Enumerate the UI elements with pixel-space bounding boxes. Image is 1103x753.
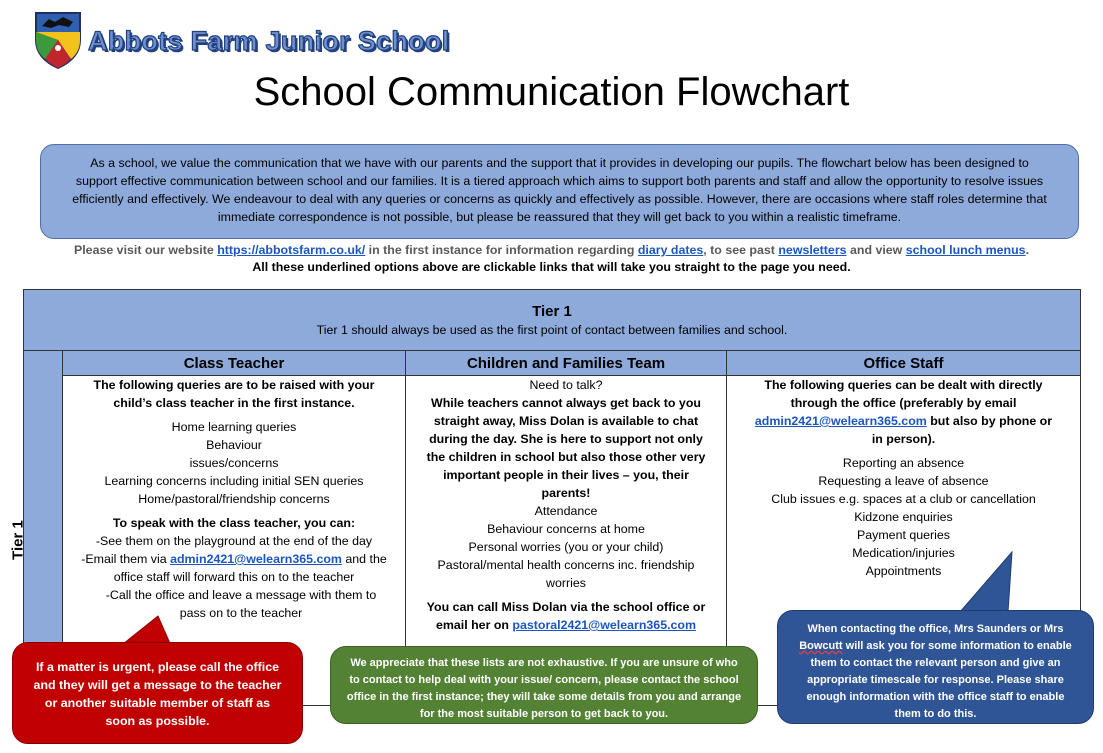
list-item: Home/pastoral/friendship concerns bbox=[138, 492, 330, 506]
intro-panel bbox=[40, 144, 1079, 239]
visit-text: , to see past bbox=[703, 243, 779, 257]
need-to-talk: Need to talk? bbox=[529, 378, 603, 392]
intro-text: As a school, we value the communication that we have with our parents and the support that it provides in developing our pupils. The flowchart below has been designed to support effective communication between school and our families. It is a tiered approach which aims to support both parents and staff and allow the opportunity to resolve issues efficiently and effectively. We endeavour to deal with any queries or concerns as quickly and effectively as possible. However, there are occasions where staff roles determine that immediate correspondence is not possible, but please be reassured that they will get back to you within a realistic timeframe. bbox=[72, 156, 1047, 224]
class-teacher-heading: Class Teacher bbox=[63, 351, 405, 376]
newsletters-link[interactable]: newsletters bbox=[778, 243, 847, 257]
list-item: Club issues e.g. spaces at a club or cancellation bbox=[771, 492, 1036, 506]
list-item: Medication/injuries bbox=[852, 546, 955, 560]
admin-email-link[interactable]: admin2421@welearn365.com bbox=[170, 552, 342, 566]
list-item: Personal worries (you or your child) bbox=[468, 540, 664, 554]
diary-dates-link[interactable]: diary dates bbox=[637, 243, 704, 257]
list-item: Requesting a leave of absence bbox=[818, 474, 989, 488]
not-exhaustive-callout: We appreciate that these lists are not exhaustive. If you are unsure of who to contact to help deal with your issue/ concern, please contact the school office in the first instance; they will take some details from you and arrange for the most suitable person to get back to you. bbox=[330, 646, 758, 724]
families-team-intro: While teachers cannot always get back to you straight away, Miss Dolan is available to chat during the day. She is here to support not only the children in school but also those other very important people in their lives – you, their parents! bbox=[426, 396, 706, 500]
list-item: Kidzone enquiries bbox=[854, 510, 953, 524]
list-item: Behaviour concerns at home bbox=[487, 522, 645, 536]
families-team-heading: Children and Families Team bbox=[406, 351, 726, 376]
office-email-link[interactable]: admin2421@welearn365.com bbox=[754, 414, 927, 428]
visit-text: and view bbox=[846, 243, 906, 257]
speak-text: -Email them via bbox=[81, 552, 171, 566]
lunch-menus-link[interactable]: school lunch menus bbox=[905, 243, 1026, 257]
page-title: School Communication Flowchart bbox=[253, 70, 850, 114]
speak-option bbox=[63, 550, 405, 586]
visit-text: in the first instance for information regarding bbox=[365, 243, 638, 257]
list-item: Learning concerns including initial SEN queries bbox=[104, 474, 364, 488]
office-intro bbox=[727, 376, 1080, 448]
tier-side-label: Tier 1 bbox=[9, 520, 27, 560]
school-name: Abbots Farm Junior School bbox=[88, 26, 450, 56]
callout-text: When contacting the office, Mrs Saunders or Mrs bbox=[807, 623, 1064, 635]
website-link[interactable]: https://abbotsfarm.co.uk/ bbox=[217, 243, 366, 257]
website-info-line bbox=[0, 241, 1103, 259]
list-item: issues/concerns bbox=[189, 456, 279, 470]
speak-option: -Call the office and leave a message with them to pass on to the teacher bbox=[105, 588, 377, 620]
visit-text: . bbox=[1025, 243, 1030, 257]
office-staff-heading: Office Staff bbox=[727, 351, 1080, 376]
list-item: Appointments bbox=[865, 564, 942, 578]
list-item: Attendance bbox=[534, 504, 598, 518]
callout-name: Bowcutt bbox=[799, 640, 843, 652]
links-note: All these underlined options above are clickable links that will take you straight to the page you need. bbox=[252, 260, 851, 274]
list-item: Behaviour bbox=[206, 438, 262, 452]
office-contact-callout bbox=[777, 610, 1094, 724]
list-item: Payment queries bbox=[857, 528, 950, 542]
urgent-callout: If a matter is urgent, please call the office and they will get a message to the teacher or another suitable member of staff as soon as possible. bbox=[12, 642, 303, 744]
tier-header bbox=[23, 289, 1081, 351]
speak-text: and the office staff will forward this on to the teacher bbox=[113, 552, 387, 584]
call-text: You can call Miss Dolan via the school office or email her on bbox=[426, 600, 706, 632]
office-intro-text: but also by phone or in person). bbox=[871, 414, 1053, 446]
list-item: Pastoral/mental health concerns inc. friendship worries bbox=[437, 558, 695, 590]
tier-subtitle: Tier 1 should always be used as the first point of contact between families and school. bbox=[316, 323, 788, 337]
list-item: Home learning queries bbox=[171, 420, 297, 434]
visit-text: Please visit our website bbox=[73, 243, 218, 257]
tier-title: Tier 1 bbox=[532, 303, 572, 320]
callout-text: will ask you for some information to enable them to contact the relevant person and give an appropriate timescale for response. Please share enough information with the office staff to enable them to do this. bbox=[806, 640, 1072, 720]
pastoral-email-link[interactable]: pastoral2421@welearn365.com bbox=[512, 618, 697, 632]
school-crest-logo bbox=[33, 10, 83, 70]
list-item: Reporting an absence bbox=[842, 456, 965, 470]
call-miss-dolan bbox=[406, 598, 726, 634]
speak-option: -See them on the playground at the end of the day bbox=[95, 534, 373, 548]
class-teacher-intro: The following queries are to be raised with your child’s class teacher in the first instance. bbox=[93, 378, 375, 410]
office-intro-text: The following queries can be dealt with directly through the office (preferably by email bbox=[764, 378, 1043, 410]
speak-heading: To speak with the class teacher, you can: bbox=[112, 516, 356, 530]
